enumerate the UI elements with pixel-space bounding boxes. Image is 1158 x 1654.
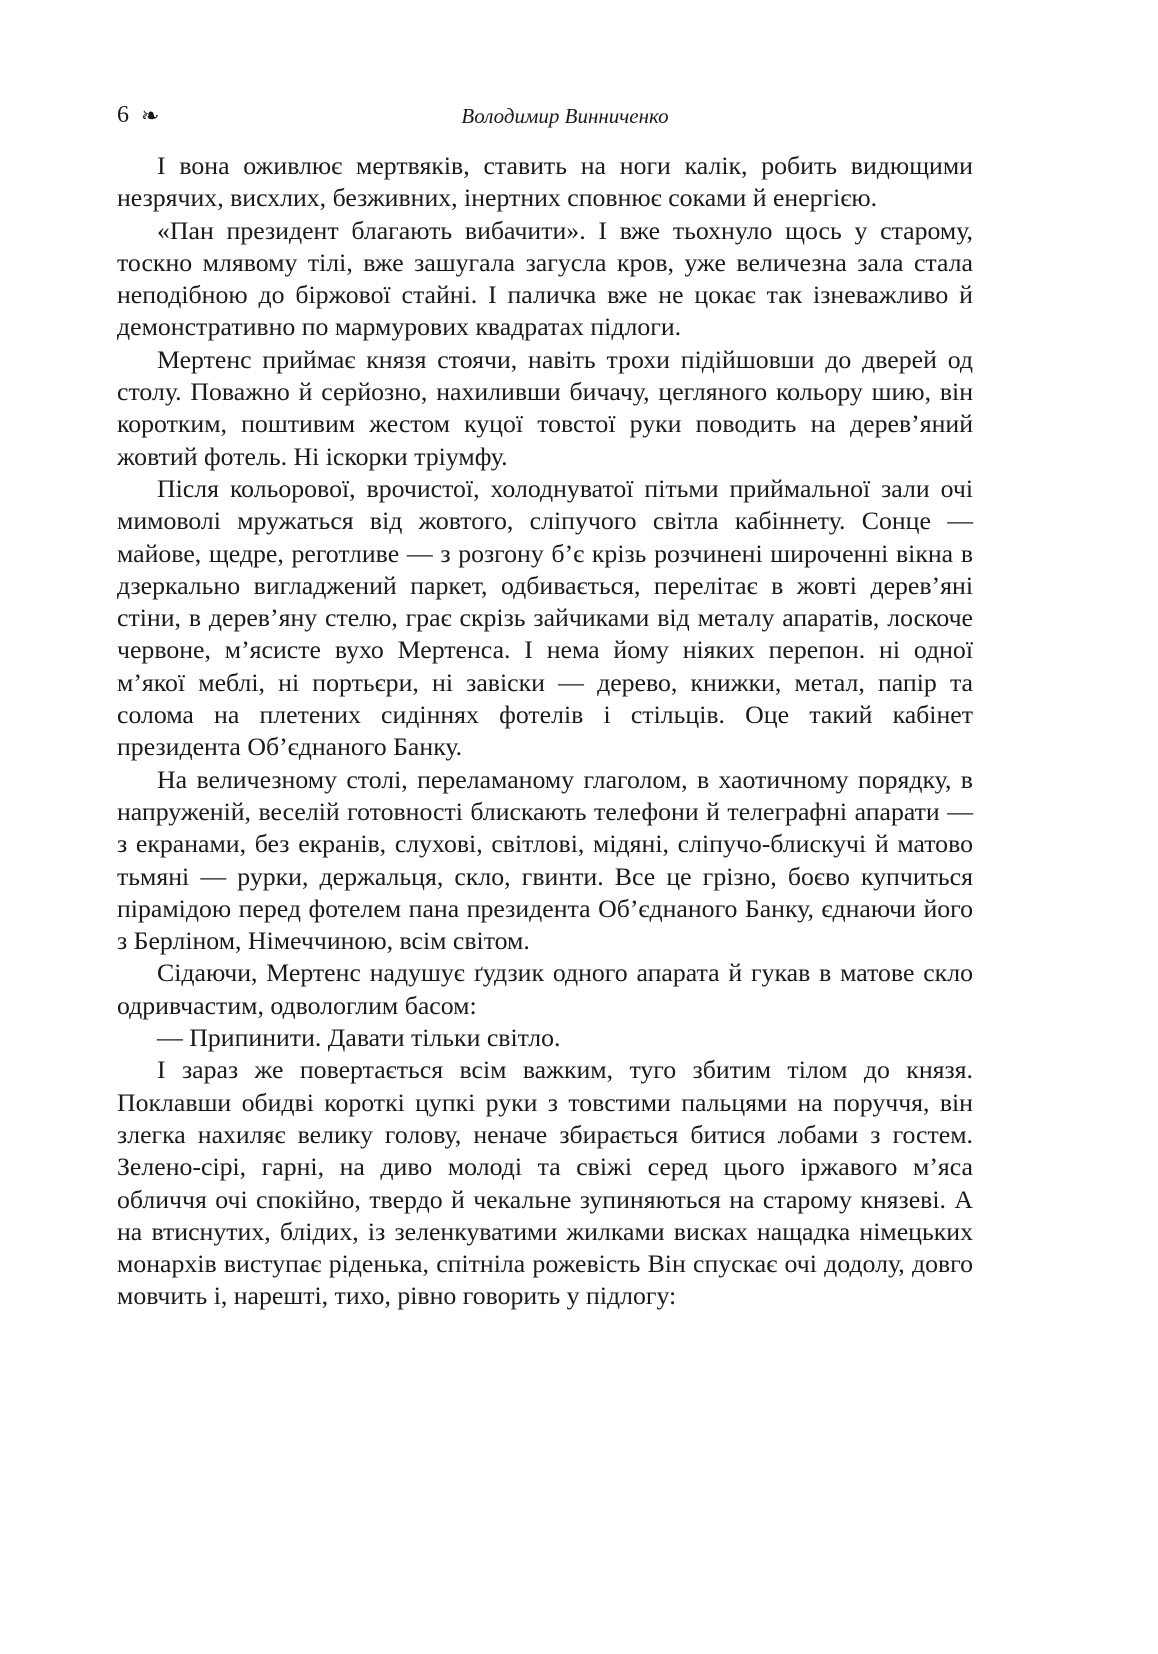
paragraph: «Пан президент благають вибачити». І вже тьохнуло щось у старому, тоскно млявому тілі, вже зашугала загусла кров, уже величезна зала стала неподібною до біржової стайні. І паличка вже не цокає так ізневажливо й демонстративно по мармурових квадратах підлоги. — [117, 215, 973, 342]
paragraph: На величезному столі, переламаному глаголом, в хаотичному порядку, в напруженій, веселій готовності блискають телефони й телеграфні апарати — з екранами, без екранів, слухові, світлові, мідяні, сліпучо-блискучі й матово тьмяні — рурки, держальця, скло, гвинти. Все це грізно, боєво купчиться пірамідою перед фотелем пана президента Об’єднаного Банку, єднаючи його з Берліном, Німеччиною, всім світом. — [117, 764, 973, 956]
paragraph: — Припинити. Давати тільки світло. — [157, 1023, 561, 1053]
running-head — [117, 92, 973, 142]
paragraph: І вона оживлює мертвяків, ставить на ноги калік, робить видющими незрячих, висхлих, безживних, інертних сповнює соками й енергією. — [117, 151, 973, 213]
paragraph: Після кольорової, врочистої, холоднуватої пітьми приймальної зали очі мимоволі мружаться від жовтого, сліпучого світла кабіннету. Сонце — майове, щедре, реготливе — з розгону б’є крізь розчинені широченні вікна в дзеркально вигладжений паркет, одбивається, перелітає в жовті дерев’яні стіни, в дерев’яну стелю, грає скрізь зайчиками від металу апаратів, лоскоче червоне, м’ясисте вухо Мертенса. І нема йому ніяких перепон. ні одної м’якої меблі, ні портьєри, ні завіски — дерево, книжки, метал, папір та солома на плетених сидіннях фотелів і стільців. Оце такий кабінет президента Об’єднаного Банку. — [117, 473, 973, 762]
book-page — [117, 92, 973, 1313]
page-number: 6 — [117, 102, 129, 128]
running-title: Володимир Винниченко — [461, 104, 669, 128]
paragraph: Сідаючи, Мертенс надушує ґудзик одного апарата й гукав в матове скло одривчастим, одвологлим басом: — [117, 958, 973, 1020]
paragraph: Мертенс приймає князя стоячи, навіть трохи підійшовши до дверей од столу. Поважно й серйозно, нахиливши бичачу, цегляного кольору шию, він коротким, поштивим жестом куцої товстої руки поводить на дерев’яний жовтий фотель. Ні іскорки тріумфу. — [117, 344, 973, 471]
body-text — [117, 150, 973, 1313]
paragraph: І зараз же повертається всім важким, туго збитим тілом до князя. Поклавши обидві короткі цупкі руки з товстими пальцями на поруччя, він злегка нахиляє велику голову, неначе збирається битися лобами з гостем. Зелено-сірі, гарні, на диво молоді та свіжі серед цього іржавого м’яса обличчя очі спокійно, твердо й чекальне зупиняються на старому князеві. А на втиснутих, блідих, із зеленкуватими жилками висках нащадка німецьких монархів виступає ріденька, спітніла рожевість Він спускає очі додолу, довго мовчить і, нарешті, тихо, рівно говорить у підлогу: — [117, 1055, 973, 1311]
floral-ornament-icon: ❧ — [141, 104, 160, 129]
